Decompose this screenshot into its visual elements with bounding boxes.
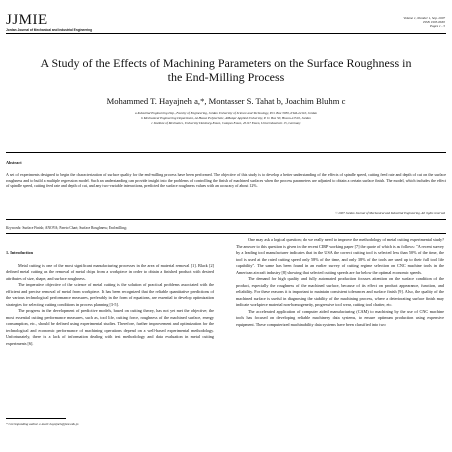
- abstract-text: A set of experiments designed to begin the characterization of surface quality for the end-milling process have been performed. The objective of this study is to develop a better understanding of the effects of spindle speed, cutting feed rate and depth of cut on the surface roughness and to build a multiple regression model. Such an understanding can provide insight into the problems of controlling the finish of machined surfaces when the process parameters are adjusted to obtain a certain surface finish. The model, which includes the effect of spindle speed, cutting feed rate and depth of cut, and any two-variable interactions, predicted the surface roughness values with an accuracy of about 12%.: [6, 172, 446, 189]
- affiliations: [6, 111, 446, 126]
- volume-info: [403, 16, 445, 28]
- keywords-list: Surface Finish; ANOVA; Pareto Chart; Surface Roughness; End milling;: [22, 226, 127, 230]
- left-paragraph: The imperative objective of the science of metal cutting is the solution of practical problems associated with the efficient and precise removal of metal from workpiece. It has been recognized that the reliable quantitative predictions of the various technological performance measures, preferably in the form of equations, are essential to develop optimization strategies for selecting cutting conditions in process planning [3-5].: [6, 282, 214, 307]
- affiliation-b: b Mechanical Engineering Department, Al-Hason Polytechnic, AlBalqa' Applied University, P. O. Box 50, Huson-21510, Jordan: [141, 116, 311, 121]
- keywords-line: [6, 226, 127, 230]
- affiliation-c: c Institute of Mechanics, University Duisburg-Essen, Campus Essen, 45117 Essen, Universitaetsstr. 15, Germany: [151, 121, 301, 126]
- affiliation-a: a Industrial Engineering Dep., Faculty of Engineering, Jordan University of Science and Technology, P.O. Box 3030, Irbid-22110, Jordan: [134, 111, 317, 115]
- volume-number: Volume 1, Number 1, Sep. 2007: [403, 16, 445, 20]
- right-paragraph: The demand for high quality and fully automated production focuses attention on the surface condition of the product, especially the roughness of the machined surface, because of its effect on product appearance, function, and reliability. For these reasons it is important to maintain consistent tolerances and surface finish [9]. Also, the quality of the machined surface is useful in diagnosing the stability of the machining process, where a deteriorating surface finish may indicate workpiece material non-homogeneity, progressive tool wear, cutting tool chatter, etc.: [236, 276, 444, 307]
- page-range: Pages 1 - 5: [430, 24, 445, 29]
- journal-logo: JJMIE: [6, 12, 48, 28]
- header-divider: [6, 33, 446, 34]
- article-title: A Study of the Effects of Machining Parameters on the Surface Roughness in the End-Milling Process: [40, 56, 412, 85]
- footnote-divider: [6, 418, 66, 419]
- keywords-label: Keywords:: [6, 226, 22, 230]
- issn: ISSN 1995-6665: [423, 20, 445, 25]
- corresponding-author-footnote: * Corresponding author. e-mail: hayajneh@just.edu.jo: [6, 422, 79, 426]
- abstract-top-divider: [6, 152, 446, 153]
- keywords-divider: [6, 233, 446, 234]
- copyright-notice: © 2007 Jordan Journal of Mechanical and Industrial Engineering. All rights reserved: [335, 211, 445, 215]
- left-paragraph: The progress in the development of predictive models, based on cutting theory, has not yet met the objective; the most essential cutting performance measures, such as, tool life, cutting force, roughness of the machined surface, energy consumption, etc., should be defined using experimental studies. Therefore, further improvement and optimization for the technological and economic performance of machining operations depend on a well-based experimental methodology. Unfortunately, there is a lack of information dealing with test methodology and data evaluation in metal cutting experiments [6].: [6, 308, 214, 346]
- left-column: [6, 240, 214, 347]
- abstract-bottom-divider: [6, 219, 446, 220]
- right-paragraph: The accelerated application of computer aided manufacturing (CAM) to machining by the use of CNC machine tools has focused on developing reliable machinery data systems, to ensure optimum production using expensive equipment. These computerized machinability data systems have been classified into two: [236, 308, 444, 327]
- author-list: Mohammed T. Hayajneh a,*, Montasser S. Tahat b, Joachim Bluhm c: [106, 96, 346, 106]
- right-column: [236, 237, 444, 328]
- left-paragraph: Metal cutting is one of the most significant manufacturing processes in the area of material removal [1]. Black [2] defined metal cutting as the removal of metal chips from a workpiece in order to obtain a finished product with desired attributes of size, shape, and surface roughness.: [6, 262, 214, 281]
- abstract-heading: Abstract: [6, 160, 22, 165]
- introduction-heading: 1. Introduction: [6, 250, 33, 255]
- right-paragraph: One may ask a logical question; do we really need to improve the methodology of metal cutting experimental study? The answer to this question is given in the recent CIRP working paper [7] the quote of which is as follows: "A recent survey by a leading tool manufacturer indicates that in the USA the correct cutting tool is selected less than 50% of the time, the tool is used at the rated cutting speed only 58% of the time, and only 38% of the tools are used up to their full tool life capability". The same has been found in an earlier survey of cutting regime selection on CNC machine tools in the American aircraft industry [8] showing that selected cutting speeds are far below the optimal economic speeds.: [236, 237, 444, 275]
- journal-subtitle: Jordan Journal of Mechanical and Industrial Engineering: [6, 28, 93, 32]
